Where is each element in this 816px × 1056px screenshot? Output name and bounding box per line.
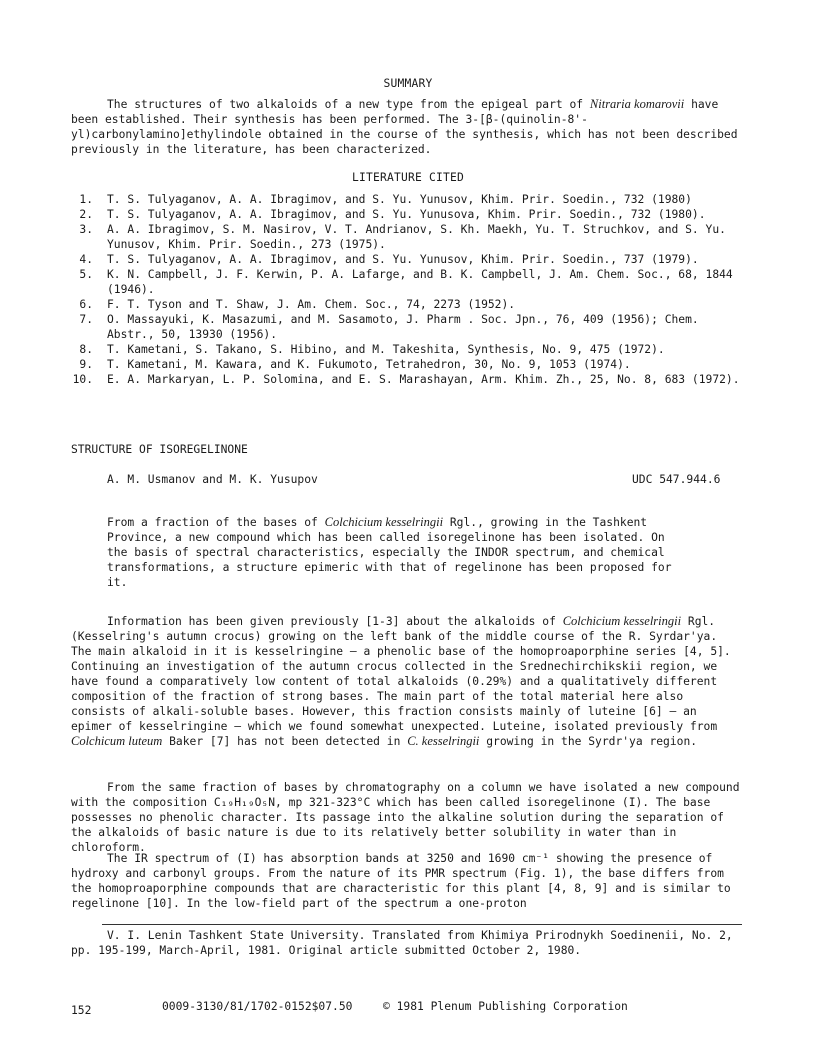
body-text: growing in the Syrdr'ya region. bbox=[486, 735, 698, 748]
reference-item bbox=[71, 342, 742, 357]
literature-heading: LITERATURE CITED bbox=[351, 171, 465, 184]
reference-item bbox=[71, 192, 742, 207]
reference-item bbox=[71, 297, 742, 312]
reference-item bbox=[71, 252, 742, 267]
reference-text: T. S. Tulyaganov, A. A. Ibragimov, and S. Yu. Yunusova, Khim. Prir. Soedin., 732 (1980). bbox=[107, 208, 706, 221]
reference-number: 1. bbox=[79, 193, 93, 206]
reference-text: E. A. Markaryan, L. P. Solomina, and E. S. Marashayan, Arm. Khim. Zh., 25, No. 8, 683 (1972). bbox=[107, 373, 740, 386]
reference-item bbox=[71, 312, 742, 342]
footnote: V. I. Lenin Tashkent State University. Translated from Khimiya Prirodnykh Soedinenii, No. 2, pp. 195-199, March-April, 1981. Original article submitted October 2, 1980. bbox=[71, 929, 733, 957]
summary-text-part: The structures of two alkaloids of a new type from the epigeal part of bbox=[107, 98, 584, 111]
reference-number: 6. bbox=[79, 298, 93, 311]
reference-number: 7. bbox=[79, 313, 93, 326]
species-name: Colchicium kesselringii bbox=[562, 614, 682, 628]
reference-number: 2. bbox=[79, 208, 93, 221]
reference-text: T. Kametani, M. Kawara, and K. Fukumoto, Tetrahedron, 30, No. 9, 1053 (1974). bbox=[107, 358, 631, 371]
reference-number: 9. bbox=[79, 358, 93, 371]
reference-number: 10. bbox=[72, 373, 93, 386]
summary-text bbox=[71, 97, 742, 157]
authors: A. M. Usmanov and M. K. Yusupov bbox=[107, 473, 318, 486]
abstract-part: From a fraction of the bases of bbox=[107, 516, 318, 529]
reference-text: O. Massayuki, K. Masazumi, and M. Sasamoto, J. Pharm . Soc. Jpn., 76, 409 (1956); Chem. Abstr., 50, 13930 (1956). bbox=[107, 313, 699, 341]
summary-heading: SUMMARY bbox=[383, 77, 433, 90]
reference-number: 8. bbox=[79, 343, 93, 356]
article-title: STRUCTURE OF ISOREGELINONE bbox=[71, 443, 248, 456]
species-name: C. kesselringii bbox=[407, 734, 480, 748]
reference-text: T. Kametani, S. Takano, S. Hibino, and M. Takeshita, Synthesis, No. 9, 475 (1972). bbox=[107, 343, 665, 356]
body-text: Rgl. (Kesselring's autumn crocus) growing on the left bank of the middle course of the R. Syrdar'ya. The main alkaloid in it is kesselringine — a phenolic base of the homoproaporphine series [4, 5]. Continuing an investigation of the autumn crocus collected in the Srednechirchikskii region, we have found a comparatively low content of total alkaloids (0.29%) and a qualitatively different composition of the fraction of strong bases. The main part of the total material here also consists of alkali-soluble bases. However, this fraction consists mainly of luteine [6] — an epimer of kesselringine — which we found somewhat unexpected. Luteine, isolated previously from bbox=[71, 615, 731, 733]
reference-number: 5. bbox=[79, 268, 93, 281]
body-paragraph-1 bbox=[71, 614, 742, 749]
reference-number: 3. bbox=[79, 223, 93, 236]
reference-text: A. A. Ibragimov, S. M. Nasirov, V. T. Andrianov, S. Kh. Maekh, Yu. T. Struchkov, and S. Yu. Yunusov, Khim. Prir. Soedin., 273 (1975). bbox=[107, 223, 726, 251]
publication-code: 0009-3130/81/1702-0152$07.50 bbox=[162, 1000, 353, 1013]
reference-item bbox=[71, 207, 742, 222]
body-text: Baker [7] has not been detected in bbox=[169, 735, 401, 748]
reference-text: T. S. Tulyaganov, A. A. Ibragimov, and S. Yu. Yunusov, Khim. Prir. Soedin., 737 (1979). bbox=[107, 253, 699, 266]
body-paragraph-3: The IR spectrum of (I) has absorption bands at 3250 and 1690 cm⁻¹ showing the presence of hydroxy and carbonyl groups. From the nature of its PMR spectrum (Fig. 1), the base differs from the homoproaporphine compounds that are characteristic for this plant [4, 8, 9] and is similar to regelinone [10]. In the low-field part of the spectrum a one-proton bbox=[71, 852, 731, 910]
reference-item bbox=[71, 267, 742, 297]
reference-list bbox=[71, 192, 742, 387]
reference-text: T. S. Tulyaganov, A. A. Ibragimov, and S. Yu. Yunusov, Khim. Prir. Soedin., 732 (1980) bbox=[107, 193, 692, 206]
species-name: Nitraria komarovii bbox=[589, 97, 685, 111]
reference-item bbox=[71, 222, 742, 252]
reference-text: F. T. Tyson and T. Shaw, J. Am. Chem. Soc., 74, 2273 (1952). bbox=[107, 298, 516, 311]
page-number: 152 bbox=[71, 1004, 92, 1017]
copyright: © 1981 Plenum Publishing Corporation bbox=[383, 1000, 628, 1013]
udc-code: UDC 547.944.6 bbox=[632, 473, 721, 486]
reference-number: 4. bbox=[79, 253, 93, 266]
reference-item bbox=[71, 372, 742, 387]
reference-text: K. N. Campbell, J. F. Kerwin, P. A. Lafarge, and B. K. Campbell, J. Am. Chem. Soc., 68, 1844 (1946). bbox=[107, 268, 733, 296]
body-text: Information has been given previously [1-3] about the alkaloids of bbox=[107, 615, 556, 628]
footnote-rule bbox=[102, 924, 742, 925]
abstract bbox=[107, 515, 679, 590]
species-name: Colchicium kesselringii bbox=[324, 515, 444, 529]
species-name: Colchicum luteum bbox=[71, 734, 163, 748]
abstract-part: Rgl., growing in the Tashkent Province, a new compound which has been called isoregelinone has been isolated. On the basis of spectral characteristics, especially the INDOR spectrum, and chemical transformations, a structure epimeric with that of regelinone has been proposed for it. bbox=[107, 516, 672, 589]
reference-item bbox=[71, 357, 742, 372]
summary-text-part: have been established. Their synthesis has been performed. The 3-[β-(quinolin-8'-yl)carbonylamino]ethylindole obtained in the course of the synthesis, which has not been described previously in the literature, has been characterized. bbox=[71, 98, 738, 156]
body-paragraph-2: From the same fraction of bases by chromatography on a column we have isolated a new compound with the composition C₁₉H₁₉O₅N, mp 321-323°C which has been called isoregelinone (I). The base possesses no phenolic character. Its passage into the alkaline solution during the separation of the alkaloids of basic nature is due to its relatively better solubility in water than in chloroform. bbox=[71, 781, 740, 854]
